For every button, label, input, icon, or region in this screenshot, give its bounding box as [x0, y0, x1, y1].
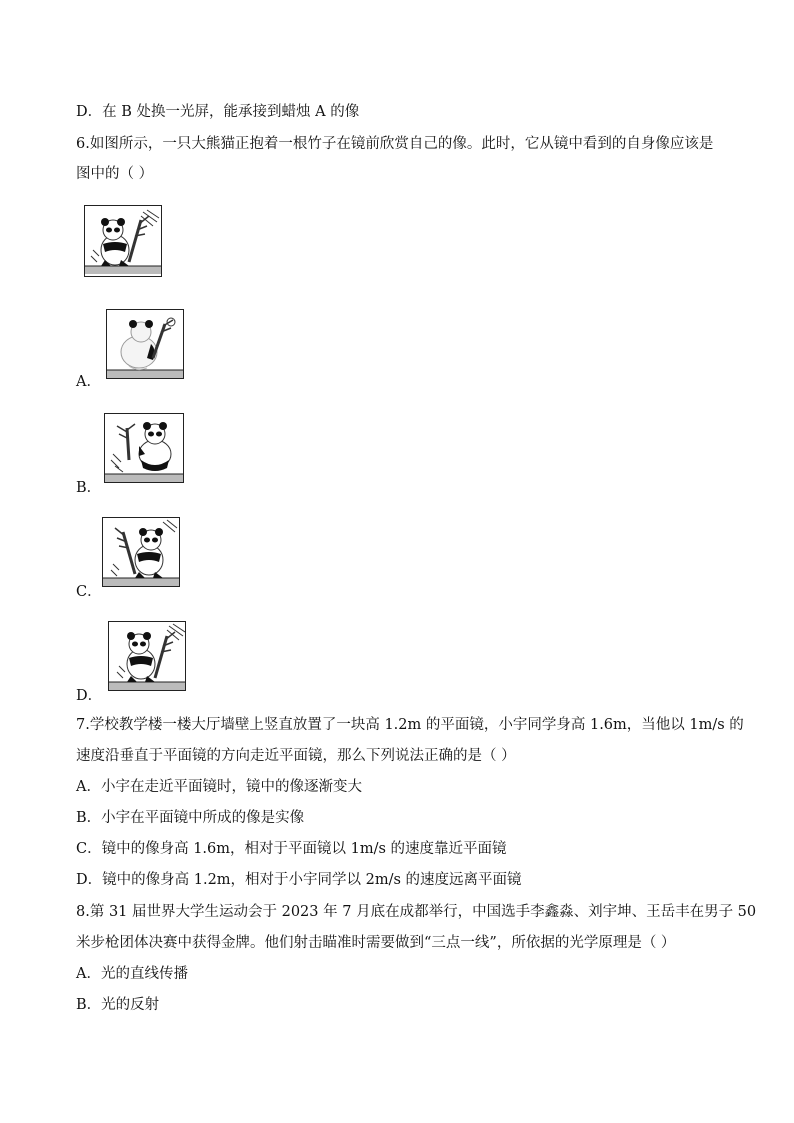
q6-option-d-label[interactable]: D． — [76, 688, 103, 704]
q6-option-b-figure[interactable] — [104, 413, 184, 483]
q6-stem-line-1: 6.如图所示，一只大熊猫正抱着一根竹子在镜前欣赏自己的像。此时，它从镜中看到的自身像应该是 — [76, 136, 714, 152]
q6-original-figure — [84, 205, 162, 277]
panda-with-bamboo-icon — [103, 518, 180, 587]
panda-with-bamboo-icon — [105, 414, 184, 483]
q6-option-a-label[interactable]: A． — [76, 374, 101, 390]
panda-with-bamboo-icon — [85, 206, 162, 277]
panda-back-view-icon — [107, 310, 184, 379]
q7-option-b[interactable]: B．小宇在平面镜中所成的像是实像 — [76, 810, 305, 826]
q8-stem-line-1: 8.第 31 届世界大学生运动会于 2023 年 7 月底在成都举行，中国选手李鑫淼、刘宇坤、王岳丰在男子 50 — [76, 904, 757, 920]
panda-with-bamboo-icon — [109, 622, 186, 691]
q5-option-d: D．在 B 处换一光屏，能承接到蜡烛 A 的像 — [76, 104, 360, 120]
q7-option-c[interactable]: C．镜中的像身高 1.6m，相对于平面镜以 1m/s 的速度靠近平面镜 — [76, 841, 507, 857]
q6-stem-line-2: 图中的（ ） — [76, 166, 154, 182]
q8-option-a[interactable]: A．光的直线传播 — [76, 966, 188, 982]
q6-option-b-label[interactable]: B． — [76, 480, 102, 496]
q7-stem-line-2: 速度沿垂直于平面镜的方向走近平面镜，那么下列说法正确的是（ ） — [76, 748, 516, 764]
q7-stem-line-1: 7.学校教学楼一楼大厅墙壁上竖直放置了一块高 1.2m 的平面镜，小宇同学身高 1.6m，当他以 1m/s 的 — [76, 717, 744, 733]
q6-option-c-label[interactable]: C． — [76, 584, 102, 600]
q7-option-d[interactable]: D．镜中的像身高 1.2m，相对于小宇同学以 2m/s 的速度远离平面镜 — [76, 872, 522, 888]
q8-option-b[interactable]: B．光的反射 — [76, 997, 160, 1013]
q6-option-c-figure[interactable] — [102, 517, 180, 587]
q6-option-a-figure[interactable] — [106, 309, 184, 379]
q7-option-a[interactable]: A．小宇在走近平面镜时，镜中的像逐渐变大 — [76, 779, 362, 795]
q8-stem-line-2: 米步枪团体决赛中获得金牌。他们射击瞄准时需要做到“三点一线”，所依据的光学原理是（ ） — [76, 935, 676, 951]
q6-option-d-figure[interactable] — [108, 621, 186, 691]
